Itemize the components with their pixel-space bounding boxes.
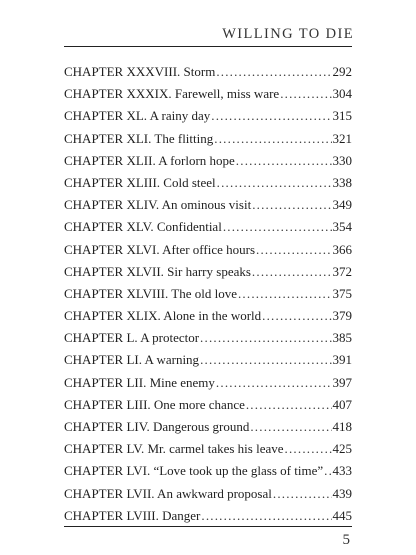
toc-leader-dots bbox=[262, 308, 331, 324]
toc-entry-title: CHAPTER L. A protector bbox=[64, 330, 200, 346]
toc-entry-page: 338 bbox=[332, 174, 352, 190]
toc-entry-title: CHAPTER XLI. The flitting bbox=[64, 130, 214, 146]
toc-leader-dots bbox=[216, 375, 332, 391]
toc-entry-title: CHAPTER XLVII. Sir harry speaks bbox=[64, 263, 251, 279]
toc-entry-title: CHAPTER XLIX. Alone in the world bbox=[64, 308, 262, 324]
toc-entry-title: CHAPTER XXXVIII. Storm bbox=[64, 64, 216, 79]
toc-entry-page: 379 bbox=[332, 308, 352, 324]
toc-entry-page: 385 bbox=[332, 330, 352, 346]
toc-entry-page: 425 bbox=[332, 441, 352, 457]
toc-entry[interactable] bbox=[64, 131, 352, 153]
toc-leader-dots bbox=[200, 352, 331, 368]
toc-entry-title: CHAPTER LVI. “Love took up the glass of time” bbox=[64, 463, 324, 479]
toc-leader-dots bbox=[252, 197, 331, 213]
toc-leader-dots bbox=[223, 219, 332, 235]
toc-entry-title: CHAPTER XLV. Confidential bbox=[64, 219, 222, 235]
toc-leader-dots bbox=[256, 242, 331, 258]
toc-entry[interactable] bbox=[64, 264, 352, 286]
toc-leader-dots bbox=[252, 264, 332, 280]
toc-entry-page: 418 bbox=[332, 419, 352, 434]
toc-entry-title: CHAPTER XLII. A forlorn hope bbox=[64, 152, 235, 168]
toc-entry[interactable] bbox=[64, 352, 352, 374]
header-rule bbox=[64, 46, 352, 47]
toc-entry[interactable] bbox=[64, 86, 352, 108]
toc-entry[interactable] bbox=[64, 308, 352, 330]
toc-entry-page: 372 bbox=[332, 263, 352, 279]
toc-entry-page: 391 bbox=[332, 352, 352, 368]
toc-leader-dots bbox=[236, 153, 332, 169]
toc-entry-page: 366 bbox=[332, 241, 352, 257]
toc-entry-page: 321 bbox=[332, 130, 352, 146]
toc-leader-dots bbox=[217, 175, 332, 191]
toc-entry-title: CHAPTER XLIII. Cold steel bbox=[64, 174, 216, 190]
toc-entry[interactable] bbox=[64, 286, 352, 308]
toc-entry-title: CHAPTER LVII. An awkward proposal bbox=[64, 485, 272, 501]
toc-entry[interactable] bbox=[64, 419, 352, 441]
toc-entry[interactable] bbox=[64, 463, 352, 485]
toc-entry[interactable] bbox=[64, 330, 352, 352]
toc-leader-dots bbox=[216, 64, 331, 80]
toc-entry[interactable] bbox=[64, 397, 352, 419]
toc-entry-title: CHAPTER XXXIX. Farewell, miss ware bbox=[64, 86, 280, 102]
toc-entry-title: CHAPTER LVIII. Danger bbox=[64, 507, 201, 523]
toc-entry[interactable] bbox=[64, 486, 352, 508]
toc-leader-dots bbox=[285, 441, 332, 457]
toc-entry[interactable] bbox=[64, 64, 352, 86]
toc-entry-title: CHAPTER LIII. One more chance bbox=[64, 396, 245, 412]
toc-entry-title: CHAPTER XLVIII. The old love bbox=[64, 285, 237, 301]
toc-leader-dots bbox=[200, 330, 331, 346]
toc-entry-title: CHAPTER XLIV. An ominous visit bbox=[64, 197, 252, 213]
toc-entry[interactable] bbox=[64, 219, 352, 241]
toc-entry[interactable] bbox=[64, 375, 352, 397]
toc-leader-dots bbox=[250, 419, 331, 435]
toc-entry[interactable] bbox=[64, 153, 352, 175]
toc-entry-page: 354 bbox=[332, 219, 352, 235]
toc-entry-page: 407 bbox=[332, 396, 352, 412]
footer-rule bbox=[64, 526, 352, 527]
toc-entry[interactable] bbox=[64, 108, 352, 130]
toc-entry-title: CHAPTER LII. Mine enemy bbox=[64, 374, 215, 390]
toc-entry-title: CHAPTER LV. Mr. carmel takes his leave bbox=[64, 441, 284, 457]
toc-leader-dots bbox=[324, 463, 331, 479]
toc-leader-dots bbox=[238, 286, 332, 302]
toc-entry-page: 445 bbox=[332, 507, 352, 523]
toc-leader-dots bbox=[273, 486, 332, 502]
toc-entry-page: 439 bbox=[332, 485, 352, 501]
running-title: WILLING TO DIE bbox=[222, 26, 354, 42]
toc-entry-page: 433 bbox=[332, 463, 352, 479]
toc-entry-title: CHAPTER LIV. Dangerous ground bbox=[64, 419, 250, 434]
toc-entry-title: CHAPTER XLVI. After office hours bbox=[64, 241, 256, 257]
toc-leader-dots bbox=[246, 397, 332, 413]
toc-entry-page: 304 bbox=[332, 86, 352, 102]
toc-entry-page: 292 bbox=[332, 64, 352, 79]
toc-leader-dots bbox=[201, 508, 331, 524]
toc-entry[interactable] bbox=[64, 197, 352, 219]
toc-entry-page: 315 bbox=[332, 108, 352, 124]
toc-entry-title: CHAPTER LI. A warning bbox=[64, 352, 200, 368]
page-number: 5 bbox=[342, 532, 350, 548]
toc-entry[interactable] bbox=[64, 175, 352, 197]
toc-entry-page: 375 bbox=[332, 285, 352, 301]
toc-leader-dots bbox=[211, 108, 331, 124]
toc-entry[interactable] bbox=[64, 441, 352, 463]
toc-entry-page: 397 bbox=[332, 374, 352, 390]
toc-entry-title: CHAPTER XL. A rainy day bbox=[64, 108, 211, 124]
toc-entry[interactable] bbox=[64, 242, 352, 264]
toc-entry-page: 330 bbox=[332, 152, 352, 168]
table-of-contents bbox=[64, 64, 352, 530]
toc-leader-dots bbox=[280, 86, 331, 102]
toc-leader-dots bbox=[214, 131, 331, 147]
toc-entry-page: 349 bbox=[332, 197, 352, 213]
